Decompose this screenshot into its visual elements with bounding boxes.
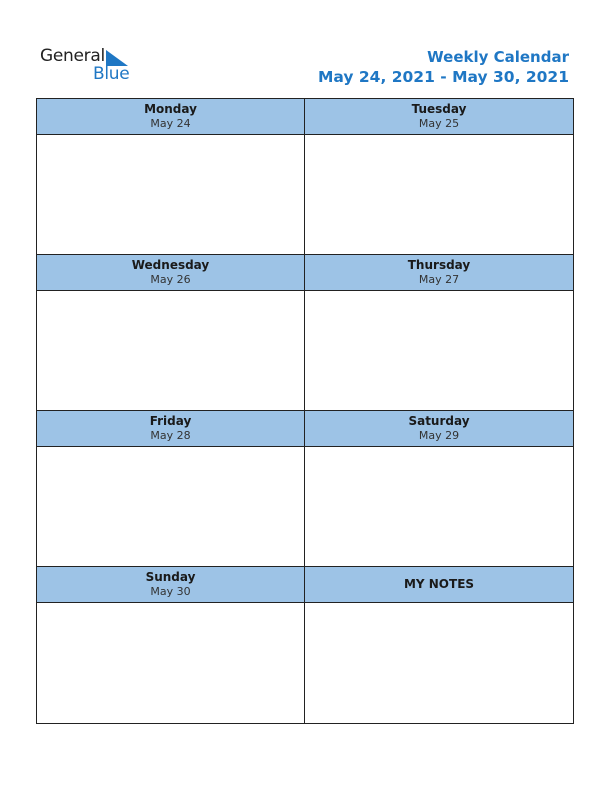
day-notes-area[interactable] — [305, 135, 573, 254]
day-cell-saturday — [305, 411, 573, 567]
day-notes-area[interactable] — [37, 603, 304, 723]
day-name: Monday — [144, 102, 197, 116]
day-name: Tuesday — [411, 102, 467, 116]
day-name: Thursday — [407, 258, 471, 272]
day-date: May 29 — [418, 429, 460, 442]
page-title: Weekly Calendar — [427, 48, 569, 66]
day-cell-friday — [37, 411, 305, 567]
day-header — [305, 411, 573, 447]
day-cell-sunday — [37, 567, 305, 723]
day-date: May 24 — [150, 117, 191, 130]
day-notes-area[interactable] — [37, 447, 304, 566]
day-header — [305, 255, 573, 291]
day-header — [37, 411, 304, 447]
day-date: May 28 — [150, 429, 191, 442]
day-date: May 25 — [418, 117, 460, 130]
day-header — [305, 99, 573, 135]
day-notes-area[interactable] — [37, 291, 304, 410]
day-header — [37, 255, 304, 291]
week-grid — [36, 98, 574, 724]
day-name: Sunday — [145, 570, 196, 584]
day-name: Saturday — [408, 414, 470, 428]
date-range: May 24, 2021 - May 30, 2021 — [317, 68, 569, 86]
day-notes-area[interactable] — [305, 447, 573, 566]
day-cell-monday — [37, 99, 305, 255]
day-header — [37, 99, 304, 135]
notes-area[interactable] — [305, 603, 573, 723]
day-cell-tuesday — [305, 99, 573, 255]
brand-logo — [40, 46, 140, 86]
day-name: Wednesday — [131, 258, 210, 272]
day-date: May 26 — [150, 273, 191, 286]
notes-label: MY NOTES — [403, 577, 475, 591]
day-name: Friday — [149, 414, 192, 428]
day-header — [37, 567, 304, 603]
day-date: May 30 — [150, 585, 191, 598]
calendar-title-block — [318, 48, 569, 88]
notes-cell — [305, 567, 573, 723]
notes-header — [305, 567, 573, 603]
logo-text-general: General — [40, 46, 105, 66]
logo-text-blue: Blue — [93, 64, 130, 84]
day-notes-area[interactable] — [305, 291, 573, 410]
day-notes-area[interactable] — [37, 135, 304, 254]
day-cell-thursday — [305, 255, 573, 411]
day-cell-wednesday — [37, 255, 305, 411]
day-date: May 27 — [418, 273, 460, 286]
